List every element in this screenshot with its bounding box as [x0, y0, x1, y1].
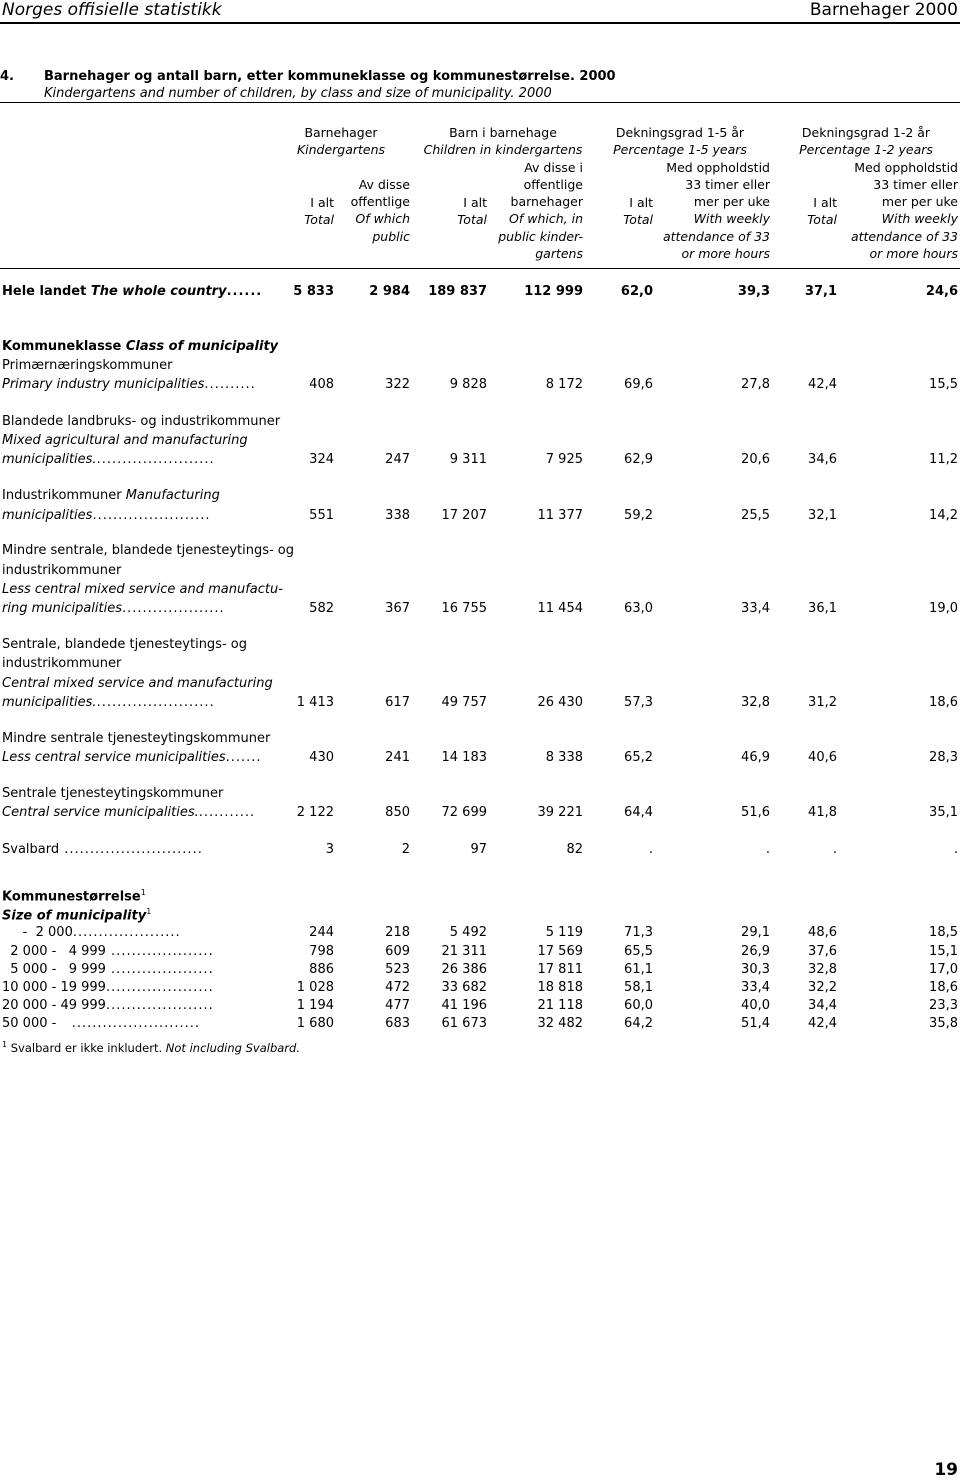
column-header-line: attendance of 33 — [850, 228, 958, 244]
table-cell: 34,6 — [808, 452, 837, 467]
section-heading-en: Class of municipality — [125, 339, 279, 354]
table-cell: 57,3 — [624, 695, 653, 710]
table-cell: 324 — [309, 452, 334, 467]
table-cell: 7 925 — [545, 452, 583, 467]
leader-dots: ..................... — [105, 998, 214, 1013]
table-cell: 1 028 — [296, 980, 334, 995]
table-cell: 51,6 — [741, 805, 770, 820]
table-cell: 14,2 — [929, 508, 958, 523]
table-cell: 23,3 — [929, 998, 958, 1013]
column-header-line: With weekly — [693, 211, 770, 227]
table-cell: 477 — [385, 998, 410, 1013]
table-cell: 60,0 — [624, 998, 653, 1013]
row-label-line — [2, 543, 294, 558]
table-cell: 112 999 — [524, 284, 583, 299]
row-label — [2, 695, 215, 710]
row-label-text: 5 000 - 9 999 — [2, 962, 106, 977]
column-group-header — [585, 124, 775, 158]
table-cell: 17 811 — [537, 962, 583, 977]
row-label — [2, 805, 255, 820]
table-cell: 97 — [470, 842, 487, 857]
table-cell: 63,0 — [624, 601, 653, 616]
row-label-text: Central service municipalities. — [2, 805, 199, 820]
table-cell: 62,9 — [624, 452, 653, 467]
table-cell: 21 118 — [537, 998, 583, 1013]
label-text: Mindre sentrale tjenesteytingskommuner — [2, 731, 271, 746]
column-header-line: or more hours — [869, 245, 958, 261]
table-cell: 27,8 — [741, 377, 770, 392]
column-header-line: I alt — [813, 195, 837, 210]
table-cell: 21 311 — [441, 944, 487, 959]
table-cell: 798 — [309, 944, 334, 959]
row-label — [2, 980, 214, 995]
column-header-line: public — [372, 228, 410, 244]
column-header-line: mer per uke — [881, 194, 958, 210]
label-text: Mixed agricultural and manufacturing — [2, 433, 248, 448]
table-cell: 247 — [385, 452, 410, 467]
table-row — [0, 508, 960, 526]
table-cell: 30,3 — [741, 962, 770, 977]
row-label-text: Less central service municipalities — [2, 750, 226, 765]
row-label — [2, 601, 225, 616]
table-cell: 338 — [385, 508, 410, 523]
column-header — [340, 176, 410, 245]
column-header-line: Med oppholdstid — [666, 159, 770, 175]
table-cell: 26 430 — [537, 695, 583, 710]
column-header-line: Av disse — [358, 177, 410, 192]
table-cell: 1 413 — [296, 695, 334, 710]
section-heading-no: Kommunestørrelse — [2, 889, 141, 905]
table-cell: 59,2 — [624, 508, 653, 523]
table-cell: 19,0 — [929, 601, 958, 616]
table-cell: 2 984 — [369, 284, 410, 299]
table-cell: 241 — [385, 750, 410, 765]
table-cell: 683 — [385, 1016, 410, 1031]
column-header-line: With weekly — [881, 211, 958, 227]
column-header-line: offentlige — [350, 194, 410, 210]
table-cell: 32,1 — [808, 508, 837, 523]
table-cell: 11 377 — [537, 508, 583, 523]
section-heading-no: Kommuneklasse — [2, 339, 126, 354]
table-cell: 582 — [309, 601, 334, 616]
leader-dots: .................... — [122, 601, 225, 616]
page-number: 19 — [934, 1460, 958, 1480]
table-cell: 64,2 — [624, 1016, 653, 1031]
table-cell: 11 454 — [537, 601, 583, 616]
leader-dots: ....... — [225, 750, 262, 765]
label-text: industrikommuner — [2, 563, 122, 578]
table-row — [0, 980, 960, 998]
table-cell: 18,6 — [929, 980, 958, 995]
column-header-line: gartens — [535, 245, 583, 261]
header-rule — [0, 268, 960, 269]
table-cell: 33,4 — [741, 980, 770, 995]
table-cell: 41 196 — [441, 998, 487, 1013]
column-header — [264, 194, 334, 228]
leader-dots: .................... — [105, 944, 214, 959]
column-header-line: I alt — [463, 195, 487, 210]
table-cell: 18,5 — [929, 925, 958, 940]
leader-dots: ........................... — [59, 842, 203, 857]
label-text: Sentrale tjenesteytingskommuner — [2, 786, 224, 801]
title-rule — [0, 102, 960, 103]
table-cell: 32,8 — [741, 695, 770, 710]
row-label-line — [2, 786, 223, 801]
table-cell: 26 386 — [441, 962, 487, 977]
table-cell: 9 311 — [449, 452, 487, 467]
table-cell: 39 221 — [537, 805, 583, 820]
table-cell: 64,4 — [624, 805, 653, 820]
row-label — [2, 1016, 200, 1031]
row-label-text: ring municipalities — [2, 601, 123, 616]
row-label-no: Hele landet — [2, 284, 91, 299]
row-label-line — [2, 637, 247, 652]
table-cell: 18 818 — [537, 980, 583, 995]
table-cell: 37,6 — [808, 944, 837, 959]
table-cell: 5 119 — [545, 925, 583, 940]
table-cell: 189 837 — [428, 284, 487, 299]
row-label — [2, 452, 215, 467]
table-cell: 2 — [401, 842, 410, 857]
table-cell: 40,0 — [741, 998, 770, 1013]
row-label-text: municipalities. — [2, 695, 97, 710]
table-cell: 28,3 — [929, 750, 958, 765]
column-header-line: Av disse i — [524, 159, 583, 175]
column-header-line: Total — [457, 212, 487, 228]
table-cell: 65,2 — [624, 750, 653, 765]
row-label — [2, 377, 256, 392]
row-label-text: Primary industry municipalities — [2, 377, 205, 392]
table-cell: 72 699 — [441, 805, 487, 820]
row-label-line — [2, 656, 121, 671]
table-cell: 61,1 — [624, 962, 653, 977]
table-cell: 31,2 — [808, 695, 837, 710]
column-group-header — [261, 124, 421, 158]
table-cell: 14 183 — [441, 750, 487, 765]
table-cell: 5 492 — [449, 925, 487, 940]
row-label-line — [2, 563, 121, 578]
table-cell: 71,3 — [624, 925, 653, 940]
table-cell: 11,2 — [929, 452, 958, 467]
table-cell: 1 680 — [296, 1016, 334, 1031]
table-cell: 29,1 — [741, 925, 770, 940]
row-label-line — [2, 339, 278, 354]
column-header-line: Total — [623, 212, 653, 228]
table-cell: 218 — [385, 925, 410, 940]
table-cell: 609 — [385, 944, 410, 959]
row-label-line — [2, 676, 273, 691]
column-header-line: Of which — [355, 211, 410, 227]
row-label-line — [2, 414, 280, 429]
row-label-text: Svalbard — [2, 842, 60, 857]
table-cell: 551 — [309, 508, 334, 523]
leader-dots: ..................... — [105, 980, 214, 995]
table-cell: 49 757 — [441, 695, 487, 710]
label-text: Central mixed service and manufacturing — [2, 676, 273, 691]
column-header-line: attendance of 33 — [662, 228, 770, 244]
table-row — [0, 601, 960, 619]
table-cell: 25,5 — [741, 508, 770, 523]
table-cell: . — [765, 842, 770, 857]
leader-dots: ....................... — [92, 508, 211, 523]
table-cell: 61 673 — [441, 1016, 487, 1031]
column-header-line: Total — [807, 212, 837, 228]
table-cell: 15,5 — [929, 377, 958, 392]
row-label-line — [2, 433, 248, 448]
group-label-en: Percentage 1-5 years — [613, 142, 747, 158]
table-cell: 886 — [309, 962, 334, 977]
column-header-line: barnehager — [510, 194, 583, 210]
table-cell: 33,4 — [741, 601, 770, 616]
table-cell: 32,2 — [808, 980, 837, 995]
row-label-text: - 2 000 — [2, 925, 73, 940]
table-cell: 523 — [385, 962, 410, 977]
table-title-en: Kindergartens and number of children, by class and size of municipality. 2000 — [44, 86, 552, 101]
row-label-en: The whole country — [90, 284, 227, 299]
table-number: 4. — [0, 69, 14, 84]
table-cell: 2 122 — [296, 805, 334, 820]
leader-dots: ..................... — [72, 925, 181, 940]
column-header — [640, 159, 770, 262]
row-label-text: 50 000 - — [2, 1016, 57, 1031]
label-text: Primærnæringskommuner — [2, 358, 173, 373]
table-cell: 617 — [385, 695, 410, 710]
table-cell: 65,5 — [624, 944, 653, 959]
table-row — [0, 695, 960, 713]
group-label-en: Kindergartens — [296, 142, 386, 158]
table-cell: 408 — [309, 377, 334, 392]
column-group-header — [766, 124, 960, 158]
table-row — [0, 925, 960, 943]
table-cell: 20,6 — [741, 452, 770, 467]
table-cell: 42,4 — [808, 377, 837, 392]
leader-dots: ....................... — [96, 452, 215, 467]
table-row — [0, 452, 960, 470]
table-row — [0, 750, 960, 768]
table-cell: 1 194 — [296, 998, 334, 1013]
leader-dots: ....................... — [96, 695, 215, 710]
row-label-line — [2, 358, 173, 373]
label-text: Industrikommuner — [2, 488, 122, 503]
table-row — [0, 284, 960, 302]
table-row — [0, 377, 960, 395]
footnote-mark: 1 — [140, 888, 146, 897]
leader-dots: .................... — [105, 962, 214, 977]
table-cell: 41,8 — [808, 805, 837, 820]
table-cell: 9 828 — [449, 377, 487, 392]
leader-dots: ...... — [226, 284, 263, 299]
table-cell: 8 172 — [545, 377, 583, 392]
table-cell: 24,6 — [925, 284, 958, 299]
label-text: Mindre sentrale, blandede tjenesteytings- og — [2, 543, 295, 558]
row-label — [2, 998, 214, 1013]
row-label — [2, 962, 214, 977]
table-cell: 51,4 — [741, 1016, 770, 1031]
table-cell: 3 — [325, 842, 334, 857]
publication-series: Norges offisielle statistikk — [2, 0, 222, 20]
row-label-line — [2, 488, 220, 503]
table-cell: 39,3 — [737, 284, 770, 299]
footnote: $^1$ Svalbard er ikke inkludert. Not including Svalbard. — [2, 1040, 300, 1055]
label-text: Less central mixed service and manufactu- — [2, 582, 283, 597]
row-label-text: 10 000 - 19 999 — [2, 980, 106, 995]
label-text: industrikommuner — [2, 656, 122, 671]
column-header-line: public kinder- — [498, 228, 583, 244]
column-header-line: 33 timer eller — [873, 177, 958, 192]
row-label — [2, 750, 262, 765]
section-heading — [2, 888, 146, 904]
leader-dots: ......................... — [56, 1016, 201, 1031]
table-cell: 36,1 — [808, 601, 837, 616]
row-label — [2, 284, 262, 299]
table-row — [0, 1016, 960, 1034]
table-cell: 42,4 — [808, 1016, 837, 1031]
table-cell: 62,0 — [620, 284, 653, 299]
page-header — [0, 0, 960, 24]
publication-title: Barnehager 2000 — [809, 0, 958, 20]
row-label-text: 20 000 - 49 999 — [2, 998, 106, 1013]
leader-dots: .......... — [204, 377, 256, 392]
table-cell: 46,9 — [741, 750, 770, 765]
leader-dots: ........... — [198, 805, 256, 820]
table-cell: 35,8 — [929, 1016, 958, 1031]
table-cell: 472 — [385, 980, 410, 995]
column-header-line: or more hours — [681, 245, 770, 261]
table-cell: 32 482 — [537, 1016, 583, 1031]
table-cell: 32,8 — [808, 962, 837, 977]
row-label — [2, 925, 181, 940]
table-cell: 430 — [309, 750, 334, 765]
table-cell: 35,1 — [929, 805, 958, 820]
column-header-line: Of which, in — [509, 211, 583, 227]
column-header-line: 33 timer eller — [685, 177, 770, 192]
table-cell: 367 — [385, 601, 410, 616]
column-header-line: I alt — [310, 195, 334, 210]
group-label-no: Barnehager — [304, 125, 378, 140]
row-label — [2, 508, 210, 523]
section-heading — [2, 907, 151, 923]
table-cell: 18,6 — [929, 695, 958, 710]
table-cell: 17 569 — [537, 944, 583, 959]
section-heading-en: Size of municipality — [2, 908, 147, 924]
row-label-line — [2, 582, 283, 597]
table-cell: 16 755 — [441, 601, 487, 616]
table-cell: 48,6 — [808, 925, 837, 940]
table-cell: 34,4 — [808, 998, 837, 1013]
column-header-line: Med oppholdstid — [854, 159, 958, 175]
group-label-no: Dekningsgrad 1-5 år — [615, 125, 745, 140]
row-label — [2, 944, 214, 959]
label-text: Sentrale, blandede tjenesteytings- og — [2, 637, 247, 652]
group-label-en: Children in kindergartens — [423, 142, 583, 158]
column-group-header — [403, 124, 603, 158]
table-row — [0, 805, 960, 823]
table-title-no: Barnehager og antall barn, etter kommuneklasse og kommunestørrelse. 2000 — [44, 69, 616, 84]
row-label-text: municipalities — [2, 508, 93, 523]
table-cell: . — [953, 842, 958, 857]
row-label-text: municipalities. — [2, 452, 97, 467]
column-header-line: I alt — [629, 195, 653, 210]
table-cell: 5 833 — [293, 284, 334, 299]
table-cell: 244 — [309, 925, 334, 940]
table-cell: 40,6 — [808, 750, 837, 765]
table-cell: 82 — [566, 842, 583, 857]
table-cell: 8 338 — [545, 750, 583, 765]
column-header-line: mer per uke — [693, 194, 770, 210]
column-header-line: offentlige — [523, 177, 583, 192]
table-cell: 17,0 — [929, 962, 958, 977]
table-cell: 850 — [385, 805, 410, 820]
table-row — [0, 998, 960, 1016]
table-cell: 17 207 — [441, 508, 487, 523]
row-label-line — [2, 731, 270, 746]
table-cell: 33 682 — [441, 980, 487, 995]
row-label — [2, 842, 203, 857]
label-text: Blandede landbruks- og industrikommuner — [2, 414, 281, 429]
column-header-line: Total — [304, 212, 334, 228]
table-row — [0, 842, 960, 860]
column-header — [828, 159, 958, 262]
column-header — [473, 159, 583, 262]
table-cell: 322 — [385, 377, 410, 392]
footnote-mark: 1 — [146, 907, 152, 916]
group-label-en: Percentage 1-2 years — [799, 142, 933, 158]
label-text-en: Manufacturing — [121, 488, 220, 503]
group-label-no: Barn i barnehage — [449, 125, 557, 140]
table-row — [0, 962, 960, 980]
table-cell: . — [648, 842, 653, 857]
table-cell: 69,6 — [624, 377, 653, 392]
table-cell: 15,1 — [929, 944, 958, 959]
group-label-no: Dekningsgrad 1-2 år — [801, 125, 931, 140]
table-cell: 37,1 — [804, 284, 837, 299]
table-cell: 58,1 — [624, 980, 653, 995]
row-label-text: 2 000 - 4 999 — [2, 944, 106, 959]
table-cell: . — [832, 842, 837, 857]
table-row — [0, 944, 960, 962]
table-cell: 26,9 — [741, 944, 770, 959]
